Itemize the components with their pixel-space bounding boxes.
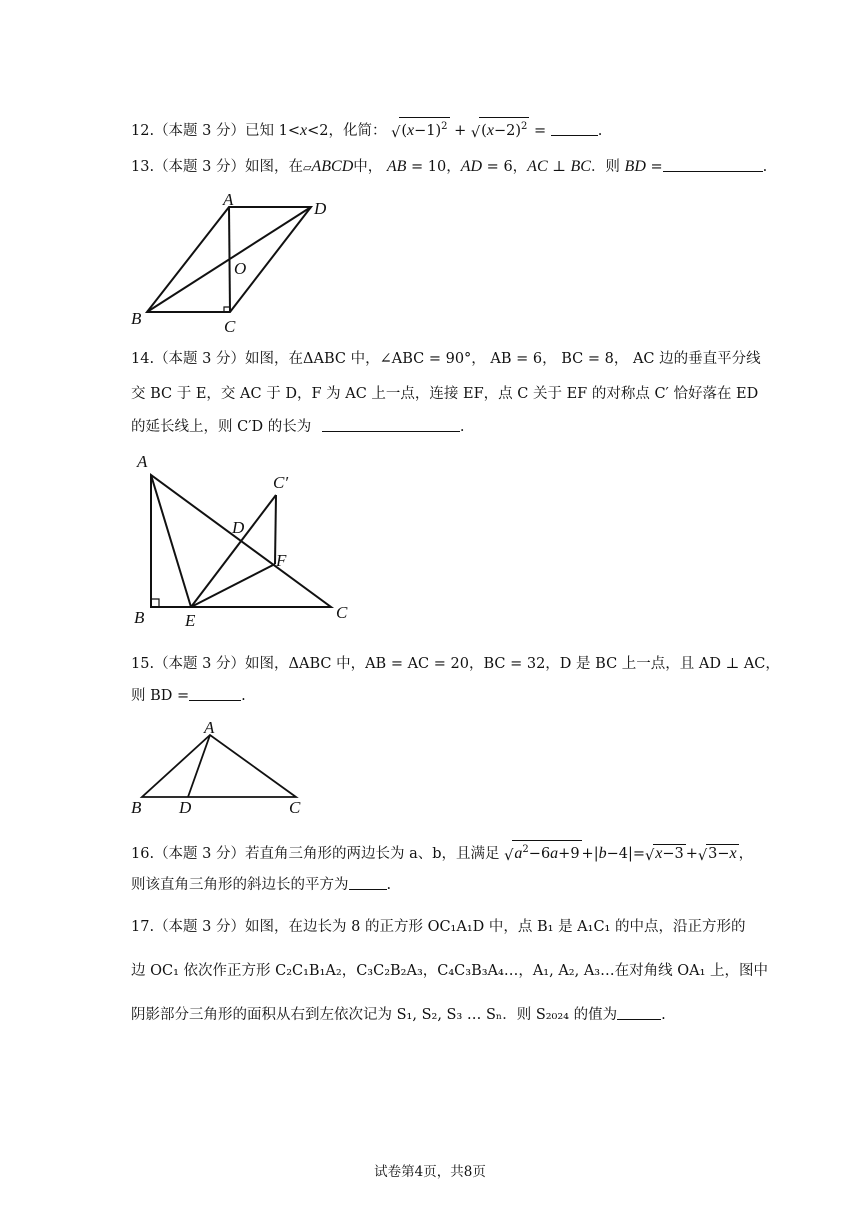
segment-ec-prime	[191, 495, 276, 607]
problem-text: 已知	[245, 123, 275, 139]
problem-text: 若直角三角形的两边长为 a、b，且满足	[245, 846, 500, 862]
problem-text: 如图，ΔABC 中，AB = AC = 20，BC = 32，D 是 BC 上一点，且 AD ⊥ AC，	[245, 656, 780, 672]
label-E: E	[185, 611, 196, 630]
problem-text: 如图，在ΔABC 中，	[245, 351, 380, 367]
label-A: A	[204, 718, 215, 737]
figure-15-triangle	[128, 718, 318, 818]
expr-render: $√(x-1)^2 + √(x-2)^2$ =	[391, 123, 551, 139]
problem-14-line-2	[131, 384, 758, 404]
label-C: C	[224, 317, 236, 336]
label-C-prime: C′	[273, 473, 289, 492]
condition-render: $√a^2-6a+9 +|b-4|=√x-3 +√3-x$	[504, 846, 738, 862]
parallelogram-render: ▱ABCD	[303, 158, 354, 175]
answer-blank[interactable]	[322, 418, 460, 432]
problem-number: 12.	[131, 123, 155, 139]
problem-text: 边 OC₁ 依次作正方形 C₂C₁B₁A₂，C₃C₂B₂A₃，C₄C₃B₃A₄…，A₁, A₂, A₃…在对角线 OA₁ 上，图中	[131, 963, 769, 979]
label-B: B	[134, 608, 145, 627]
label-B: B	[131, 309, 142, 328]
problem-number: 15.	[131, 656, 155, 672]
answer-blank[interactable]	[189, 687, 241, 701]
segment-ae	[151, 475, 191, 607]
label-D: D	[314, 199, 327, 218]
label-C: C	[336, 603, 348, 622]
givens-render: AB = 10，AD = 6，AC ⊥ BC	[386, 158, 591, 175]
segment-ef	[191, 564, 275, 607]
label-C: C	[289, 798, 301, 817]
problem-17-line-3: 阴影部分三角形的面积从右到左依次记为 S₁, S₂, S₃ … Sₙ．则 S₂₀₂₄ 的值为 .	[131, 1007, 666, 1023]
label-F: F	[276, 551, 287, 570]
problem-text: 中，	[353, 159, 383, 175]
problem-text: 交 BC 于 E，交 AC 于 D，F 为 AC 上一点，连接 EF，点 C 关于 EF 的对称点 C′ 恰好落在 ED	[131, 386, 759, 402]
problem-text: 的延长线上，则 C′D 的长为	[131, 419, 312, 435]
label-A: A	[223, 190, 234, 209]
problem-score: （本题 3 分）	[154, 919, 246, 935]
problem-text: 则 BD =	[131, 688, 190, 704]
answer-blank[interactable]	[551, 122, 598, 136]
problem-number: 17.	[131, 919, 155, 935]
problem-number: 16.	[131, 846, 155, 862]
problem-text: 则该直角三角形的斜边长的平方为	[131, 877, 349, 893]
problem-14-line-1	[131, 349, 761, 369]
label-A: A	[137, 452, 148, 471]
problem-text: 如图，在	[245, 159, 304, 175]
label-B: B	[131, 798, 142, 817]
figure-13-parallelogram	[128, 188, 338, 338]
label-D: D	[232, 518, 245, 537]
problem-score: （本题 3 分）	[154, 159, 246, 175]
problem-number: 13.	[131, 159, 155, 175]
problem-score: （本题 3 分）	[154, 846, 246, 862]
label-D: D	[179, 798, 192, 817]
condition-render: 1<x<2	[278, 122, 329, 139]
problem-text: ∠ABC = 90°， AB = 6， BC = 8， AC 边的垂直平分线	[379, 351, 761, 367]
problem-text: 如图，在边长为 8 的正方形 OC₁A₁D 中，点 B₁ 是 A₁C₁ 的中点，沿正方形的	[245, 919, 746, 935]
problem-score: （本题 3 分）	[154, 351, 246, 367]
problem-15-line-1	[131, 654, 780, 674]
problem-17-line-1	[131, 917, 745, 937]
problem-16-line-2: 则该直角三角形的斜边长的平方为 .	[131, 877, 392, 893]
answer-blank[interactable]	[663, 158, 763, 172]
problem-text: 阴影部分三角形的面积从右到左依次记为 S₁, S₂, S₃ … Sₙ．则 S₂₀₂₄ 的值为	[131, 1007, 618, 1023]
problem-12: 12.（本题 3 分）已知 1<x<2，化简： $√(x-1)^2 + √(x-2)^2$ = .	[131, 117, 602, 143]
figure-14-triangle	[128, 448, 368, 633]
page-footer: 试卷第4页，共8页	[374, 1164, 486, 1180]
problem-text: ，化简：	[328, 123, 387, 139]
problem-score: （本题 3 分）	[154, 123, 246, 139]
problem-score: （本题 3 分）	[154, 656, 246, 672]
problem-text: ．则	[590, 159, 620, 175]
ask-render: BD =	[624, 158, 663, 175]
answer-blank[interactable]	[617, 1006, 661, 1020]
problem-15-line-2: 则 BD = .	[131, 688, 246, 704]
problem-13: 13.（本题 3 分）如图，在▱ABCD中， AB = 10，AD = 6，AC ⊥ BC．则 BD = .	[131, 158, 768, 175]
label-O: O	[234, 259, 247, 278]
right-angle-mark	[151, 599, 159, 607]
problem-number: 14.	[131, 351, 155, 367]
problem-16-line-1: 16.（本题 3 分）若直角三角形的两边长为 a、b，且满足 $√a^2-6a+9 +|b-4|=√x-3 +√3-x$ ，	[131, 840, 753, 866]
problem-14-line-3: 的延长线上，则 C′D 的长为 .	[131, 419, 465, 435]
answer-blank[interactable]	[349, 876, 387, 890]
problem-17-line-2	[131, 961, 768, 981]
triangle-abc	[142, 735, 296, 797]
